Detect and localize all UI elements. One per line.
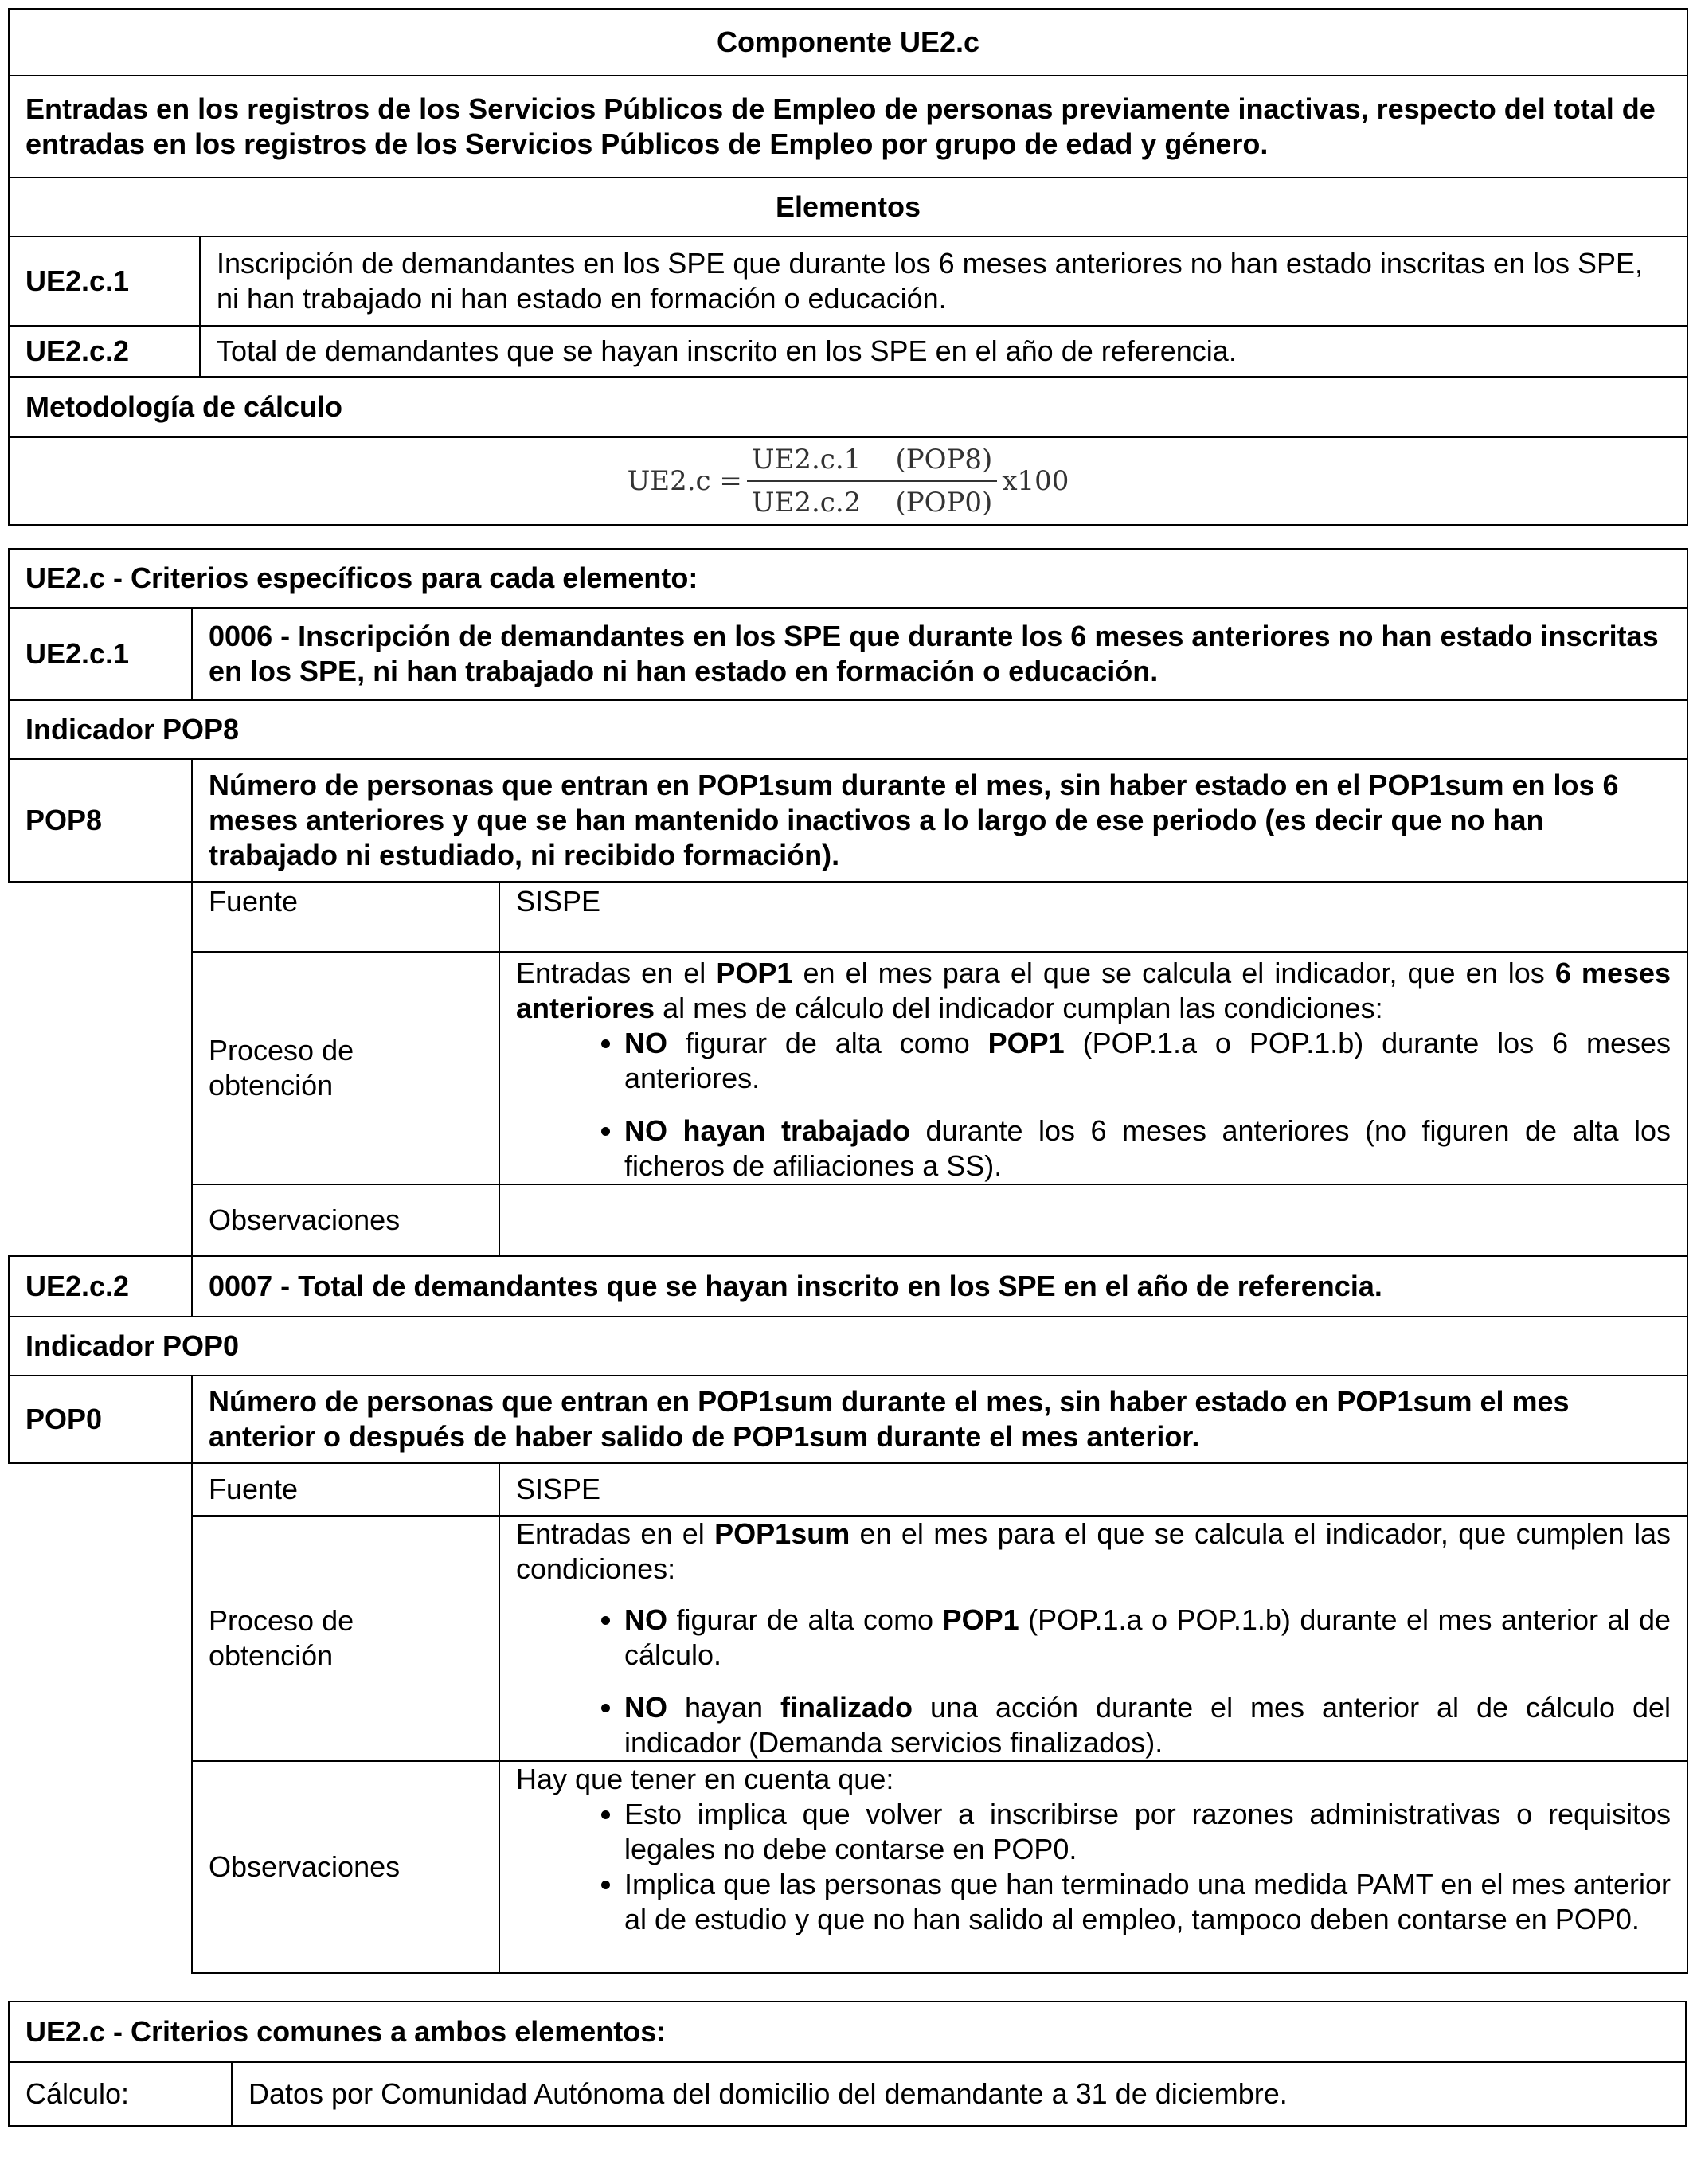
- element-code: UE2.c.2: [9, 326, 200, 377]
- fuente-value: SISPE: [499, 1463, 1687, 1516]
- list-item: • Implica que las personas que han terminado una medida PAMT en el mes anterior al de estudio y que no han salido al empleo, tampoco deben contarse en POP0.: [624, 1867, 1671, 1937]
- observaciones-intro: Hay que tener en cuenta que:: [516, 1763, 894, 1795]
- element-code: UE2.c.1: [9, 608, 192, 700]
- elements-heading: Elementos: [9, 178, 1687, 237]
- formula-denominator: UE2.c.2 (POP0): [751, 487, 993, 519]
- calculo-label: Cálculo:: [9, 2062, 232, 2126]
- specific-criteria-heading: UE2.c - Criterios específicos para cada elemento:: [9, 549, 1687, 608]
- indicator-heading: Indicador POP8: [9, 700, 1687, 759]
- observaciones-list: [516, 1797, 1671, 1937]
- proceso-label: Proceso de obtención: [192, 952, 499, 1184]
- formula-cell: [9, 437, 1687, 525]
- specific-criteria-table: [8, 548, 1688, 1974]
- element-text: Total de demandantes que se hayan inscrito en los SPE en el año de referencia.: [200, 326, 1687, 377]
- list-item: • NO hayan trabajado durante los 6 meses anteriores (no figuren de alta los ficheros de afiliaciones a SS).: [624, 1114, 1671, 1184]
- proceso-content: [499, 952, 1687, 1184]
- element-code: UE2.c.2: [9, 1256, 192, 1317]
- element-text: Inscripción de demandantes en los SPE que durante los 6 meses anteriores no han estado inscritas en los SPE, ni han trabajado ni han estado en formación o educación.: [200, 237, 1687, 326]
- component-table: [8, 8, 1688, 526]
- common-criteria-table: [8, 2001, 1687, 2127]
- formula-lhs: UE2.c =: [627, 465, 742, 497]
- fuente-label: Fuente: [192, 882, 499, 952]
- indent-spacer: [9, 882, 192, 1256]
- indicator-heading: Indicador POP0: [9, 1317, 1687, 1376]
- fuente-value: SISPE: [499, 882, 1687, 952]
- conditions-list: [516, 1026, 1671, 1184]
- common-criteria-heading: UE2.c - Criterios comunes a ambos elementos:: [9, 2002, 1686, 2062]
- element-code: UE2.c.1: [9, 237, 200, 326]
- observaciones-value: [499, 1184, 1687, 1256]
- indent-spacer: [9, 1463, 192, 1973]
- list-item: • NO figurar de alta como POP1 (POP.1.a o POP.1.b) durante el mes anterior al de cálculo.: [624, 1603, 1671, 1673]
- indicator-code: POP8: [9, 759, 192, 882]
- proceso-label: Proceso de obtención: [192, 1516, 499, 1761]
- list-item: • NO figurar de alta como POP1 (POP.1.a o POP.1.b) durante los 6 meses anteriores.: [624, 1026, 1671, 1096]
- list-item: • NO hayan finalizado una acción durante el mes anterior al de cálculo del indicador (Demanda servicios finalizados).: [624, 1690, 1671, 1760]
- conditions-list: [516, 1603, 1671, 1760]
- formula: [628, 442, 1069, 520]
- formula-fraction: [747, 442, 997, 520]
- element-title: 0006 - Inscripción de demandantes en los SPE que durante los 6 meses anteriores no han estado inscritas en los SPE, ni han trabajado ni han estado en formación o educación.: [192, 608, 1687, 700]
- observaciones-label: Observaciones: [192, 1184, 499, 1256]
- calculo-value: Datos por Comunidad Autónoma del domicilio del demandante a 31 de diciembre.: [232, 2062, 1686, 2126]
- formula-numerator: UE2.c.1 (POP8): [747, 442, 997, 482]
- component-heading: Componente UE2.c: [9, 9, 1687, 76]
- observaciones-label: Observaciones: [192, 1761, 499, 1973]
- proceso-intro: Entradas en el POP1sum en el mes para el que se calcula el indicador, que cumplen las condiciones:: [516, 1517, 1671, 1585]
- list-item: • Esto implica que volver a inscribirse por razones administrativas o requisitos legales no debe contarse en POP0.: [624, 1797, 1671, 1867]
- fuente-label: Fuente: [192, 1463, 499, 1516]
- component-description: Entradas en los registros de los Servicios Públicos de Empleo de personas previamente inactivas, respecto del total de entradas en los registros de los Servicios Públicos de Empleo por grupo de edad y género.: [9, 76, 1687, 178]
- indicator-definition: Número de personas que entran en POP1sum durante el mes, sin haber estado en POP1sum el mes anterior o después de haber salido de POP1sum durante el mes anterior.: [192, 1376, 1687, 1463]
- indicator-definition: Número de personas que entran en POP1sum durante el mes, sin haber estado en el POP1sum en los 6 meses anteriores y que se han mantenido inactivos a lo largo de ese periodo (es decir que no han trabajado ni estudiado, ni recibido formación).: [192, 759, 1687, 882]
- methodology-heading: Metodología de cálculo: [9, 377, 1687, 437]
- formula-multiplier: x100: [1002, 465, 1069, 497]
- observaciones-content: [499, 1761, 1687, 1973]
- proceso-intro: Entradas en el POP1 en el mes para el que se calcula el indicador, que en los 6 meses anteriores al mes de cálculo del indicador cumplan las condiciones:: [516, 957, 1671, 1024]
- proceso-content: [499, 1516, 1687, 1761]
- indicator-code: POP0: [9, 1376, 192, 1463]
- element-title: 0007 - Total de demandantes que se hayan inscrito en los SPE en el año de referencia.: [192, 1256, 1687, 1317]
